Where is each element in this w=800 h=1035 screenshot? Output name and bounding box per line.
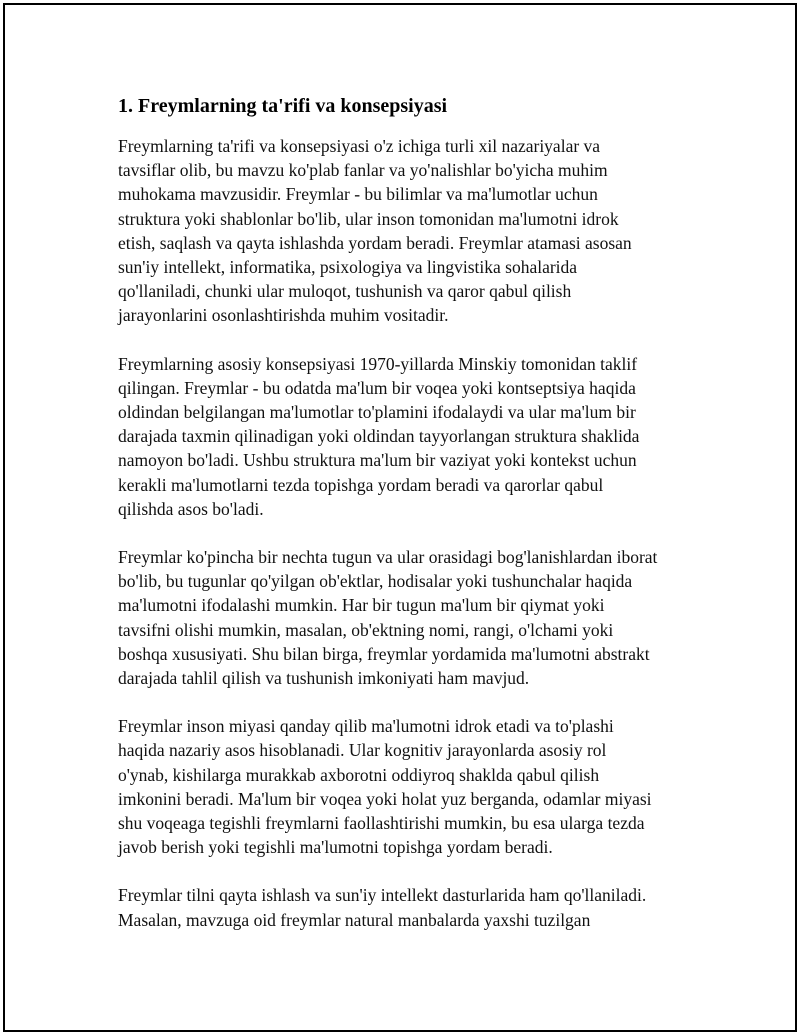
paragraph-5: Freymlar tilni qayta ishlash va sun'iy intellekt dasturlarida ham qo'llaniladi. Masalan, mavzuga oid freymlar natural manbalarda yaxshi tuzilgan (118, 885, 647, 930)
paragraph-2: Freymlarning asosiy konsepsiyasi 1970-yillarda Minskiy tomonidan taklif qilingan. Freymlar - bu odatda ma'lum bir voqea yoki kontseptsiya haqida oldindan belgilangan ma'lumotlar to'plamini ifodalaydi va ular ma'lum bir darajada taxmin qilinadigan yoki oldindan tayyorlangan struktura shaklida namoyon bo'ladi. Ushbu struktura ma'lum bir vaziyat yoki kontekst uchun kerakli ma'lumotlarni tezda topishga yordam beradi va qarorlar qabul qilishda asos bo'ladi. (118, 353, 640, 519)
paragraph-1: Freymlarning ta'rifi va konsepsiyasi o'z ichiga turli xil nazariyalar va tavsiflar olib, bu mavzu ko'plab fanlar va yo'nalishlar bo'yicha muhim muhokama mavzusidir. Freymlar - bu bilimlar va ma'lumotlar uchun struktura yoki shablonlar bo'lib, ular inson tomonidan ma'lumotni idrok etish, saqlash va qayta ishlashda yordam beradi. Freymlar atamasi asosan sun'iy intellekt, informatika, psixologiya va lingvistika sohalarida qo'llaniladi, chunki ular muloqot, tushunish va qaror qabul qilish jarayonlarini osonlashtirishda muhim vositadir. (118, 136, 632, 326)
paragraph-3: Freymlar ko'pincha bir nechta tugun va ular orasidagi bog'lanishlardan iborat bo'lib, bu tugunlar qo'yilgan ob'ektlar, hodisalar yoki tushunchalar haqida ma'lumotni ifodalashi mumkin. Har bir tugun ma'lum bir qiymat yoki tavsifni olishi mumkin, masalan, ob'ektning nomi, rangi, o'lchami yoki boshqa xususiyati. Shu bilan birga, freymlar yordamida ma'lumotni abstrakt darajada tahlil qilish va tushunish imkoniyati ham mavjud. (118, 547, 658, 689)
document-body (118, 92, 698, 956)
paragraph-4: Freymlar inson miyasi qanday qilib ma'lumotni idrok etadi va to'plashi haqida nazariy asos hisoblanadi. Ular kognitiv jarayonlarda asosiy rol o'ynab, kishilarga murakkab axborotni oddiyroq shaklda qabul qilish imkonini beradi. Ma'lum bir voqea yoki holat yuz berganda, odamlar miyasi shu voqeaga tegishli freymlarni faollashtirishi mumkin, bu esa ularga tezda javob berish yoki tegishli ma'lumotni topishga yordam beradi. (118, 716, 652, 858)
section-heading: 1. Freymlarning ta'rifi va konsepsiyasi (118, 95, 448, 117)
